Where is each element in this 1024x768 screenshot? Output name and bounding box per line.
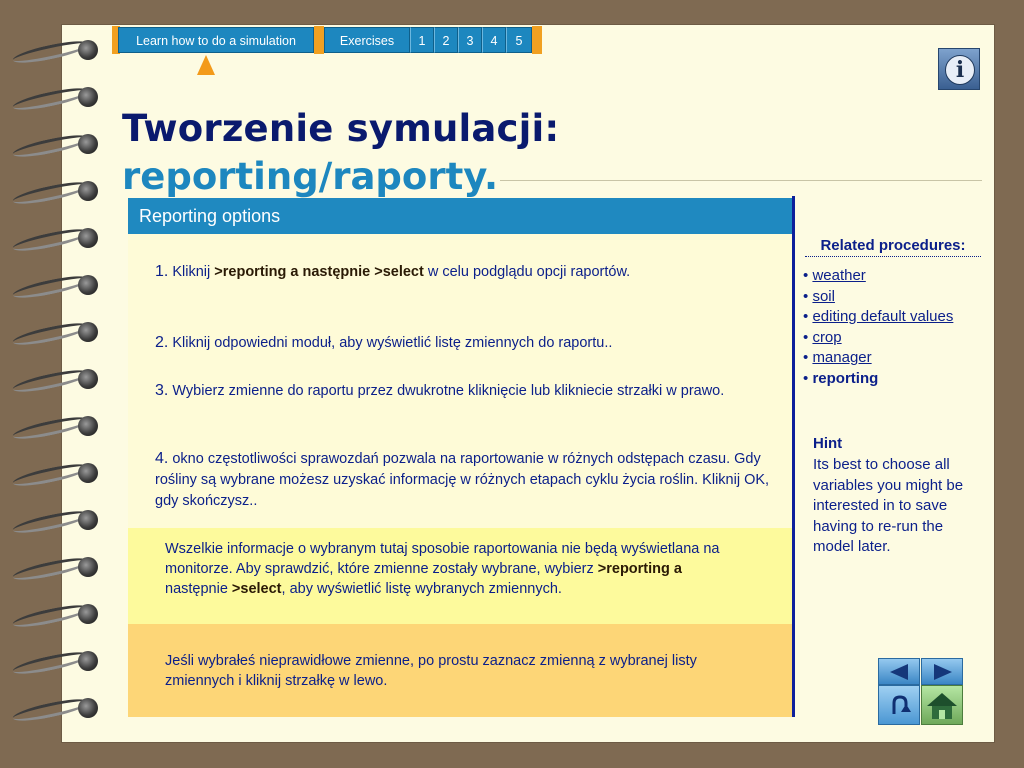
link-editing-default-values[interactable]: editing default values [812,308,954,325]
step-number: 4. [155,450,169,467]
step-number: 2. [155,334,169,351]
related-procedures-list [803,266,953,389]
note-text: następnie [165,581,232,597]
return-icon [879,686,919,724]
note-command: >reporting a [597,561,682,577]
related-procedures-title: Related procedures: [805,237,981,257]
bullet-icon: • [803,287,809,305]
step-3 [155,380,780,402]
step-text: Wybierz zmienne do raportu przez dwukrotne kliknięcie lub klikniecie strzałki w prawo. [168,383,725,399]
nav-page-5[interactable]: 5 [506,27,532,53]
related-item-soil [803,287,953,308]
step-text: w celu podglądu opcji raportów. [423,264,631,280]
step-number: 1. [155,263,169,280]
related-item-reporting [803,369,953,390]
related-item-weather [803,266,953,287]
panel-header: Reporting options [128,198,792,234]
step-number: 3. [155,382,169,399]
link-soil[interactable]: soil [812,287,835,305]
arrow-right-icon [934,664,952,680]
link-crop[interactable]: crop [812,328,842,346]
step-text: okno częstotliwości sprawozdań pozwala na raportowanie w różnych odstępach czasu. Gdy rośliny są wybrane możesz uzyskać informację w różnych etapach cyklu życia roślin. Kliknij OK, gdy skończysz.. [155,451,770,509]
current-item-reporting: reporting [812,369,879,387]
arrow-left-icon [890,664,908,680]
info-button[interactable] [938,48,980,90]
hint-text: Its best to choose all variables you might be interested in to save having to re-run the model later. [813,456,964,555]
step-text: Kliknij [168,264,215,280]
note-command: >select [231,581,282,597]
nav-page-1[interactable]: 1 [410,27,434,53]
step-4 [155,448,780,512]
return-button[interactable] [878,685,920,725]
note-text: Wszelkie informacje o wybranym tutaj sposobie raportowania nie będą wyświetlana na monitorze. Aby sprawdzić, które zmienne zostały wybrane, wybierz [165,541,720,577]
nav-current-marker-icon [197,55,215,75]
step-text: Kliknij odpowiedni moduł, aby wyświetlić listę zmiennych do raportu.. [168,335,613,351]
info-icon: i [945,55,975,85]
note-wrong-variables: Jeśli wybrałeś nieprawidłowe zmienne, po prostu zaznacz zmienną z wybranej listy zmiennych i kliknij strzałkę w lewo. [165,653,697,689]
bullet-icon: • [803,267,809,284]
step-command: >reporting a następnie >select [214,264,424,280]
related-item-manager [803,348,953,369]
page-title: Tworzenie symulacji: [122,107,560,150]
panel-divider [792,196,795,717]
step-2 [155,332,780,354]
page-subtitle: reporting/raporty. [122,155,499,198]
nav-learn-simulation[interactable]: Learn how to do a simulation [118,27,314,53]
nav-page-3[interactable]: 3 [458,27,482,53]
next-button[interactable] [921,658,963,685]
nav-exercises[interactable]: Exercises [324,27,410,53]
home-icon [922,686,962,724]
note-reporting-info [165,539,745,599]
related-item-editing-default-values [803,307,953,328]
note-text: , aby wyświetlić listę wybranych zmiennych. [281,581,562,597]
link-manager[interactable]: manager [812,349,872,366]
related-item-crop [803,328,953,349]
nav-page-2[interactable]: 2 [434,27,458,53]
title-divider [500,180,982,181]
bullet-icon: • [803,349,809,366]
previous-button[interactable] [878,658,920,685]
hint-title: Hint [813,435,843,452]
step-1 [155,261,780,283]
link-weather[interactable]: weather [812,267,866,284]
bullet-icon: • [803,369,809,387]
bullet-icon: • [803,328,809,346]
nav-page-4[interactable]: 4 [482,27,506,53]
bullet-icon: • [803,308,809,325]
home-button[interactable] [921,685,963,725]
